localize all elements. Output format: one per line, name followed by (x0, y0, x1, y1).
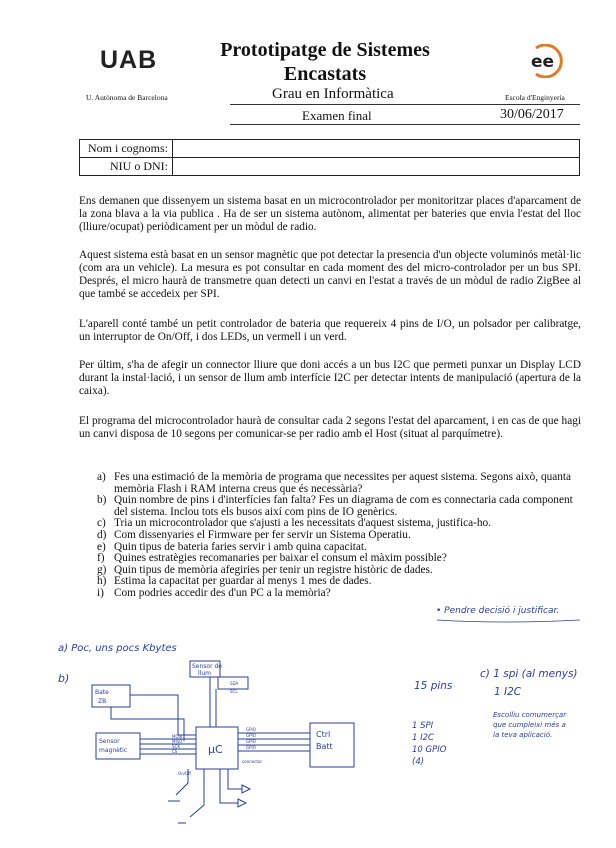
question-letter: b) (97, 494, 107, 507)
light-sensor-label-2: llum (198, 670, 211, 677)
pins-extra: (4) (412, 757, 425, 767)
handwritten-answer-a: a) Poc, uns pocs Kbytes (58, 643, 177, 654)
pin-label-mosi: MOSI (172, 734, 183, 739)
question-text: Com dissenyaries el Firmware per fer servir un Sistema Operatiu. (114, 528, 411, 541)
system-block-diagram (80, 655, 400, 835)
ctrl-label-2: Batt (316, 742, 333, 751)
gpio-label-4: GPIO (246, 745, 256, 750)
battery-label-1: Bate (95, 689, 109, 696)
switch-label: On/Off (178, 771, 191, 776)
micro-label: µC (208, 743, 223, 756)
question-letter: e) (97, 540, 106, 553)
pins-i2c: 1 I2C (412, 733, 434, 743)
paragraph-4: Per últim, s'ha de afegir un connector lliure que doni accés a un bus I2C que permeti punxar un Display LCD durant la instal·lació, i un sensor de llum amb interfície I2C per detectar intents de manipulació (apertura de la caixa). (79, 359, 581, 397)
handwritten-side-note: • Pendre decisió i justificar. (436, 606, 560, 616)
handwritten-answer-c-1: c) 1 spi (al menys) (480, 668, 578, 680)
handwritten-answer-b-label: b) (58, 672, 70, 685)
i2c-label-scl: SCL (230, 689, 238, 694)
question-letter: g) (97, 563, 107, 576)
title-line-1: Prototipatge de Sistemes (220, 39, 430, 61)
name-label: Nom i cognoms: (80, 140, 173, 158)
wire-battery-bus (130, 695, 196, 735)
pin-label-cs: CS (172, 749, 178, 754)
pin-label-sck: SCK (172, 744, 180, 749)
exam-date: 30/06/2017 (500, 107, 564, 122)
handwritten-pins-total: 15 pins (414, 680, 453, 692)
i2c-label-sda: SDA (230, 681, 239, 686)
light-sensor-label-1: Sensor de (192, 663, 222, 670)
pin-label-miso: MISO (172, 739, 183, 744)
pins-spi: 1 SPI (412, 721, 434, 731)
pins-gpio: 10 GPIO (412, 745, 447, 755)
question-letter: h) (97, 575, 107, 588)
side-note-underline (437, 620, 580, 622)
gpio-label-3: GPIO (246, 739, 256, 744)
wire-led-1 (220, 769, 238, 803)
paragraph-5: El programa del microcontrolador haurà de consultar cada 2 segons l'estat del aparcament, i en cas de que hagi un canvi disposa de 10 segons per comunicar-se per radio amb el Host (situat al parquímetre). (79, 415, 581, 440)
magnetic-sensor-label-2: magnètic (99, 747, 128, 754)
question-text: Tria un microcontrolador que s'ajusti a les necessitats d'aquest sistema, justifica-ho. (114, 517, 491, 530)
question-text: Quin tipus de memòria afegiries per tenir un registre històric de dades. (114, 563, 433, 576)
university-name: U. Autònoma de Barcelona (86, 93, 168, 102)
question-letter: a) (97, 471, 106, 483)
school-name: Escola d'Enginyeria (505, 93, 565, 102)
course-name: Grau en Informàtica (272, 86, 394, 102)
paragraph-3: L'aparell conté també un petit controlador de bateria que requereix 4 pins de I/O, un polsador per calibratge, un interruptor de On/Off, i dos LEDs, un vermell i un verd. (79, 318, 581, 343)
handwritten-answer-c-note: Escolliu comumerçar que cumpleixi més a la teva aplicació. (493, 711, 567, 739)
paragraph-1: Ens demanen que dissenyem un sistema basat en un microcontrolador per monitoritzar places d'aparcament de la zona blava a la via publica . Ha de ser un sistema autònom, alimentat per bateries que envia l'estat del lloc (lliure/ocupat) periòdicament per un mòdul de radio. (79, 195, 581, 233)
connector-label: connector (242, 759, 263, 764)
uab-logo: UAB (100, 46, 158, 74)
id-label: NIU o DNI: (80, 158, 173, 176)
question-text: Fes una estimació de la memòria de programa que necessites per aquest sistema. Segons això, quanta memòria Flash i RAM interna creus que és necessària? (114, 471, 572, 495)
led-red-icon (238, 799, 246, 807)
ctrl-label-1: Ctrl (316, 730, 331, 739)
question-text: Quin tipus de bateria faries servir i amb quina capacitat. (114, 540, 367, 553)
wire-led-2 (228, 769, 242, 789)
question-letter: d) (97, 528, 107, 541)
ee-logo-text: ee (531, 52, 555, 72)
gpio-label-2: GPIO (246, 733, 256, 738)
question-text: Quines estratègies recomanaries per baixar el consum el màxim possible? (114, 552, 447, 565)
led-green-icon (242, 785, 250, 793)
exam-type: Examen final (302, 108, 372, 123)
gpio-label-1: GPIO (246, 727, 256, 732)
question-text: Quin nombre de pins i d'interfícies fan falta? Fes un diagrama de com es connectaria cada component del sistema. Inclou tots els busos així com pins de IO genèrics. (114, 494, 573, 518)
question-text: Com podries accedir des d'un PC a la memòria? (114, 586, 331, 599)
question-letter: c) (97, 517, 106, 530)
wire-button (190, 769, 204, 817)
handwritten-answer-c-2: 1 I2C (494, 686, 522, 698)
paragraph-2: Aquest sistema està basat en un sensor magnètic que pot detectar la presencia d'un objecte voluminós metàl·lic (com ara un vehicle). La mesura es pot consultar en cada moment des del micro-controlador per un bus SPI. Després, el micro haurà de transmetre quan detecti un canvi en l'estat a través de un mòdul de radio ZigBee al que també se accedeix per SPI. (79, 249, 581, 300)
battery-label-2: ZB (98, 698, 107, 705)
magnetic-sensor-box (96, 733, 140, 759)
question-letter: i) (97, 586, 104, 599)
question-letter: f) (97, 552, 105, 565)
magnetic-sensor-label-1: Sensor (99, 738, 120, 745)
question-text: Estima la capacitat per guardar al menys 1 mes de dades. (114, 575, 372, 588)
title-line-2: Encastats (283, 63, 367, 85)
